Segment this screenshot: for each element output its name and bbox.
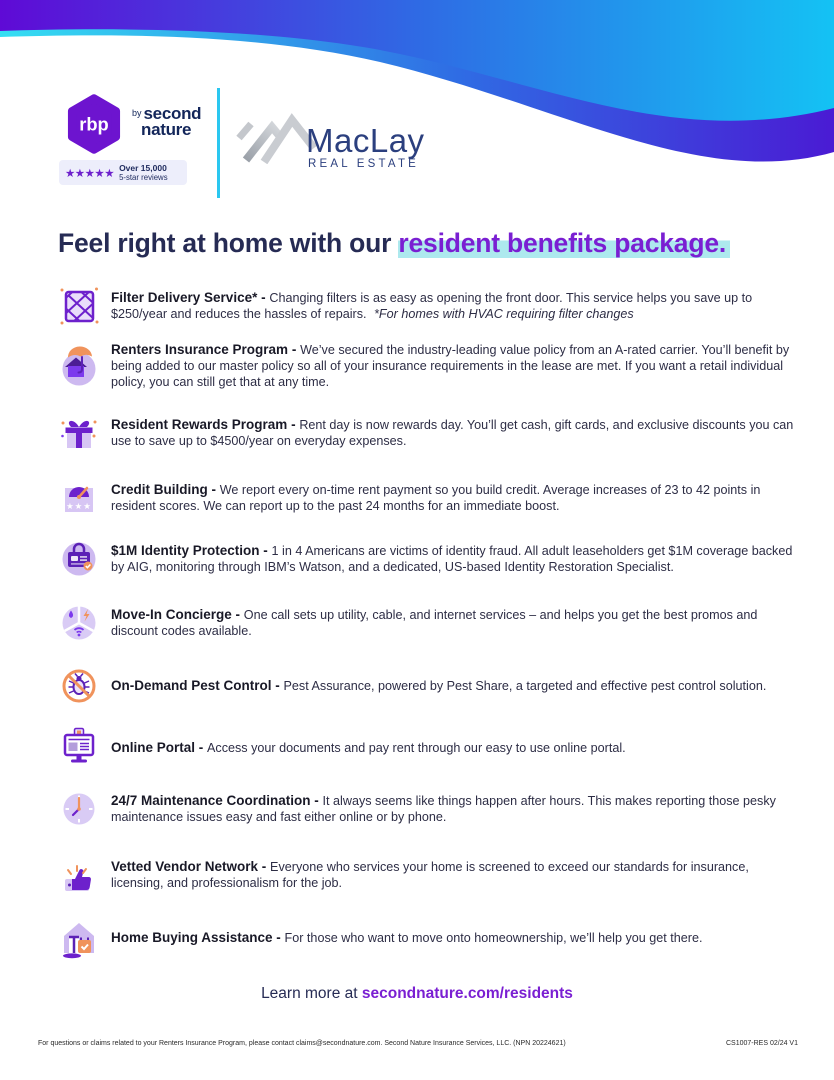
benefit-item: Filter Delivery Service* - Changing filters is as easy as opening the front door. This service helps you save up to $250/year and reduces the hassles of repairs. *For homes with HVAC requiring filter changes bbox=[58, 283, 804, 329]
benefit-title: Filter Delivery Service* bbox=[111, 290, 258, 305]
reviews-count: Over 15,000 bbox=[119, 162, 167, 173]
brand-word-nature: nature bbox=[141, 120, 192, 139]
benefit-item: Online Portal - Access your documents and pay rent through our easy to use online portal. bbox=[58, 725, 804, 771]
thumbs-up-icon bbox=[58, 852, 100, 898]
svg-text:★★★: ★★★ bbox=[66, 501, 92, 511]
headline-highlight: resident benefits package. bbox=[398, 228, 730, 258]
benefit-description: 1 in 4 Americans are victims of identity fraud. All adult leaseholders get $1M coverage backed by AIG, monitoring through IBM’s Watson, and a dedicated, US-based Identity Restoration Specialist. bbox=[111, 544, 793, 574]
benefit-description: For those who want to move onto homeownership, we’ll help you get there. bbox=[284, 931, 703, 945]
clock-icon bbox=[58, 786, 100, 832]
brand-word-second: second bbox=[143, 104, 202, 123]
filter-icon bbox=[58, 283, 100, 329]
benefit-footnote: *For homes with HVAC requiring filter changes bbox=[370, 307, 634, 321]
benefit-item: 24/7 Maintenance Coordination - It always seems like things happen after hours. This makes reporting those pesky maintenance issues easy and fast either online or by phone. bbox=[58, 786, 804, 832]
credit-score-icon bbox=[58, 475, 100, 521]
benefit-description: Everyone who services your home is screened to exceed our standards for insurance, licensing, and professionalism for the job. bbox=[111, 860, 749, 890]
benefit-title: $1M Identity Protection bbox=[111, 543, 260, 558]
benefit-title: Credit Building bbox=[111, 482, 208, 497]
online-portal-icon bbox=[58, 725, 100, 771]
pest-control-icon bbox=[58, 663, 100, 709]
benefit-description: It always seems like things happen after hours. This makes reporting those pesky maintenance issues easy and fast either online or by phone. bbox=[111, 794, 776, 824]
benefit-title: 24/7 Maintenance Coordination bbox=[111, 793, 311, 808]
reviews-badge bbox=[59, 160, 187, 185]
benefit-item: Home Buying Assistance - For those who want to move onto homeownership, we’ll help you get there. bbox=[58, 915, 804, 961]
benefit-description: Pest Assurance, powered by Pest Share, a targeted and effective pest control solution. bbox=[283, 679, 767, 693]
benefit-item: On-Demand Pest Control - Pest Assurance, powered by Pest Share, a targeted and effective pest control solution. bbox=[58, 663, 804, 709]
benefit-item: Renters Insurance Program - We’ve secured the industry-leading value policy from an A-rated carrier. You’ll benefit by being added to our master policy so all of your insurance requirements in the lease are met. If you want a retail individual policy, you can still get that at any time. bbox=[58, 342, 804, 390]
secondnature-residents-link[interactable]: secondnature.com/residents bbox=[361, 985, 573, 1002]
benefit-item: ★★★ Credit Building - We report every on-time rent payment so you build credit. Average increases of 23 to 42 points in resident scores. We can report up to the past 24 months for an immediate boost. bbox=[58, 475, 804, 521]
by-label: by bbox=[132, 108, 142, 118]
learn-more-prefix: Learn more at bbox=[261, 985, 362, 1002]
five-stars-icon: ★★★★★ bbox=[65, 167, 115, 180]
logo-separator bbox=[217, 88, 220, 198]
page-title bbox=[58, 228, 730, 259]
footer-document-code: CS1007-RES 02/24 V1 bbox=[726, 1040, 798, 1047]
headline-prefix: Feel right at home with our bbox=[58, 228, 399, 258]
benefit-description: We’ve secured the industry-leading value policy from an A-rated carrier. You’ll benefit by being added to our master policy so all of your insurance requirements in the lease are met. If you want a retail individual policy, you can still get that at any time. bbox=[111, 343, 790, 389]
benefit-description: One call sets up utility, cable, and internet services – and helps you get the best promos and discount codes available. bbox=[111, 608, 758, 638]
benefit-item: Resident Rewards Program - Rent day is now rewards day. You’ll get cash, gift cards, and exclusive discounts you can use to save up to $4500/year on everyday expenses. bbox=[58, 410, 804, 456]
benefit-title: Vetted Vendor Network bbox=[111, 859, 259, 874]
benefit-title: On-Demand Pest Control bbox=[111, 678, 272, 693]
second-nature-wordmark bbox=[132, 106, 201, 137]
umbrella-house-icon bbox=[58, 343, 100, 389]
reviews-label: 5-star reviews bbox=[119, 172, 168, 182]
svg-text:rbp: rbp bbox=[79, 113, 109, 135]
footer-legal-text: For questions or claims related to your Renters Insurance Program, please contact claims@secondnature.com. Second Nature Insurance Services, LLC. (NPN 20224621) bbox=[38, 1040, 566, 1047]
benefit-description: Changing filters is as easy as opening the front door. This service helps you save up to $250/year and reduces the hassles of repairs. bbox=[111, 291, 753, 321]
benefit-description: Access your documents and pay rent through our easy to use online portal. bbox=[207, 741, 626, 755]
id-protection-icon bbox=[58, 536, 100, 582]
benefit-description: We report every on-time rent payment so you build credit. Average increases of 23 to 42 points in resident scores. We can report up to the past 24 months for an immediate boost. bbox=[111, 483, 761, 513]
benefit-item: $1M Identity Protection - 1 in 4 Americans are victims of identity fraud. All adult leaseholders get $1M coverage backed by AIG, monitoring through IBM’s Watson, and a dedicated, US-based Identity Restoration Specialist. bbox=[58, 536, 804, 582]
benefit-description: Rent day is now rewards day. You’ll get cash, gift cards, and exclusive discounts you can use to save up to $4500/year on everyday expenses. bbox=[111, 418, 794, 448]
footer bbox=[38, 1040, 798, 1047]
benefit-item: Vetted Vendor Network - Everyone who services your home is screened to exceed our standards for insurance, licensing, and professionalism for the job. bbox=[58, 852, 804, 898]
benefit-title: Home Buying Assistance bbox=[111, 930, 273, 945]
benefit-title: Online Portal bbox=[111, 740, 196, 755]
maclay-name: MacLay bbox=[306, 122, 425, 159]
benefit-item: Move-In Concierge - One call sets up utility, cable, and internet services – and helps you get the best promos and discount codes available. bbox=[58, 600, 804, 646]
concierge-icon bbox=[58, 600, 100, 646]
learn-more-line bbox=[0, 985, 834, 1003]
benefit-title: Resident Rewards Program bbox=[111, 417, 288, 432]
benefit-title: Renters Insurance Program bbox=[111, 342, 289, 357]
gift-icon bbox=[58, 410, 100, 456]
home-buying-icon bbox=[58, 915, 100, 961]
benefit-title: Move-In Concierge bbox=[111, 607, 232, 622]
maclay-subtitle: REAL ESTATE bbox=[308, 158, 420, 170]
rbp-logo bbox=[62, 92, 126, 156]
